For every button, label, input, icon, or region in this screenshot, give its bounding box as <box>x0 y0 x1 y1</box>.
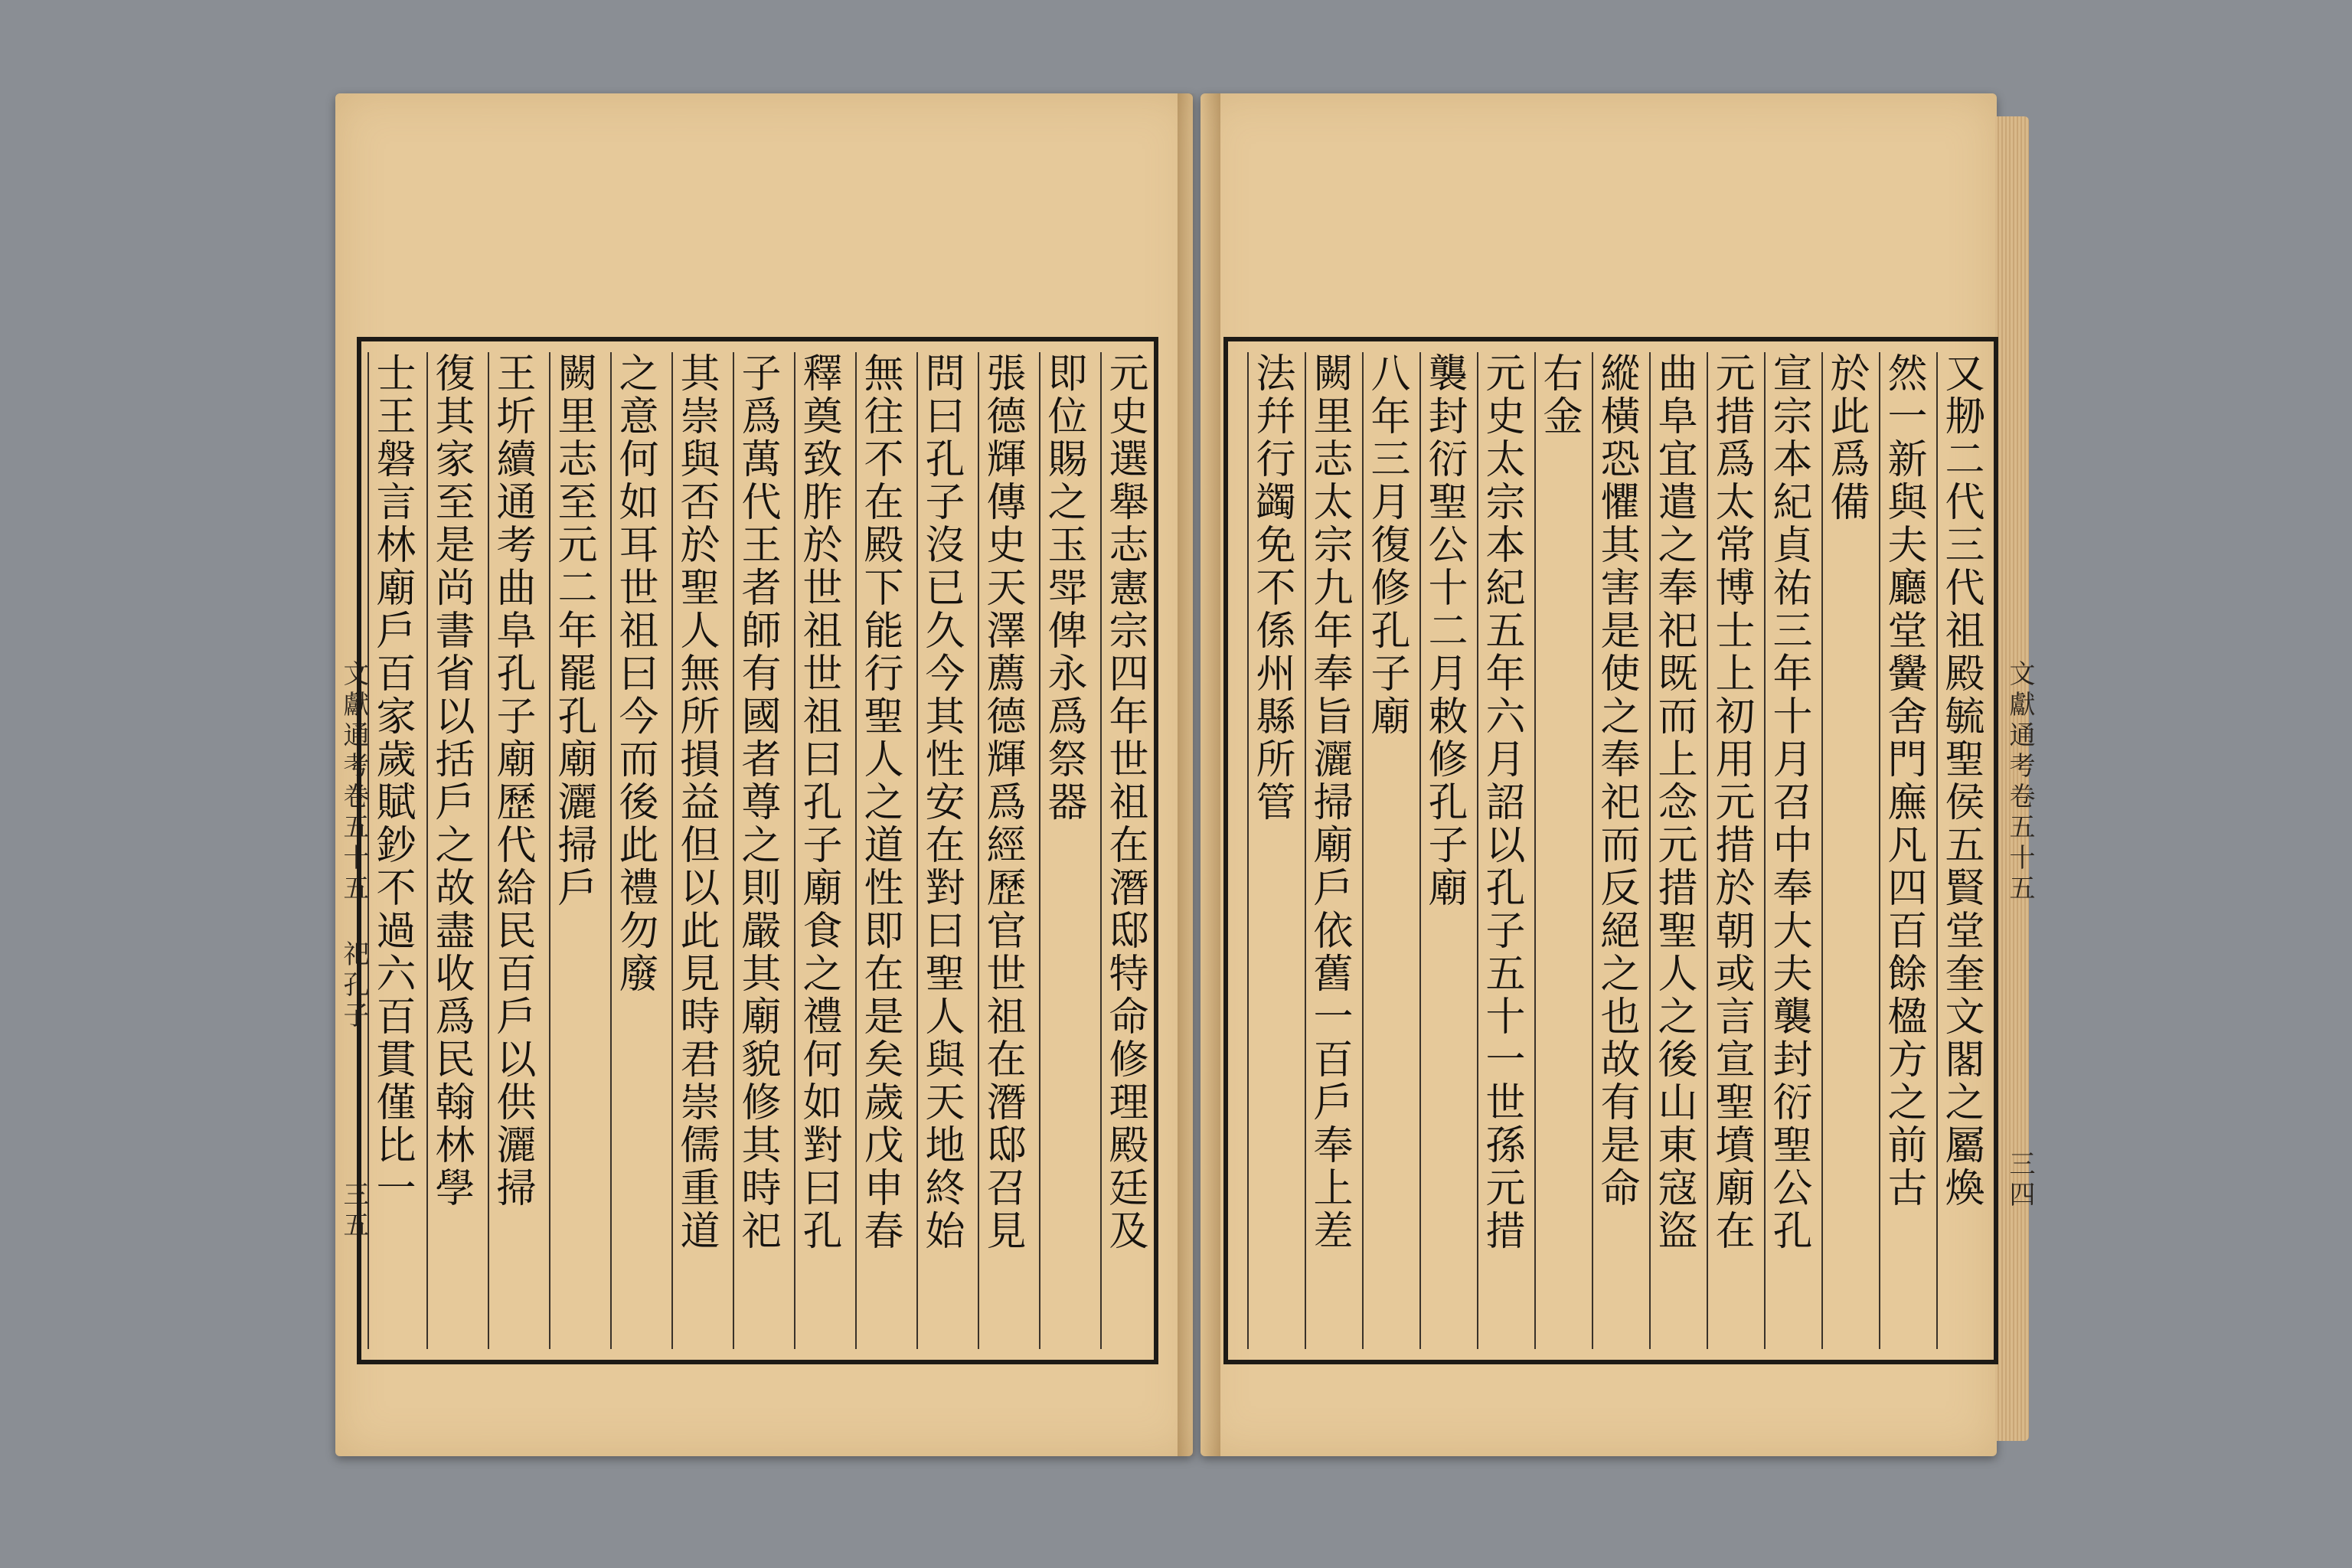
text-column: 士王磐言林廟戶百家歲賦鈔不過六百貫僅比一 <box>368 352 415 1349</box>
text-column: 子爲萬代王者師有國者尊之則嚴其廟貌修其時祀 <box>733 352 780 1349</box>
text-column: 張德輝傳史天澤薦德輝爲經歷官世祖在潛邸召見 <box>978 352 1025 1349</box>
text-column: 之意何如耳世祖曰今而後此禮勿廢 <box>610 352 658 1349</box>
text-column: 王圻續通考曲阜孔子廟歷代給民百戶以供灑掃 <box>488 352 535 1349</box>
right-page-folio: 三四 <box>2004 1150 2035 1211</box>
text-column: 又刱二代三代祖殿毓聖侯五賢堂奎文閣之屬煥 <box>1936 352 1984 1349</box>
text-column: 縱橫恐懼其害是使之奉祀而反絕之也故有是命 <box>1592 352 1639 1349</box>
text-column: 法幷行蠲免不係州縣所管 <box>1247 352 1295 1349</box>
book-gutter <box>1178 93 1220 1456</box>
text-column: 釋奠致胙於世祖世祖曰孔子廟食之禮何如對曰孔 <box>794 352 841 1349</box>
text-column: 復其家至是尚書省以括戶之故盡收爲民翰林學 <box>426 352 474 1349</box>
text-column: 即位賜之玉斝俾永爲祭器 <box>1039 352 1086 1349</box>
text-column: 八年三月復修孔子廟 <box>1362 352 1410 1349</box>
text-column: 無往不在殿下能行聖人之道性即在是矣歲戊申春 <box>855 352 903 1349</box>
text-column: 元史選舉志憲宗四年世祖在潛邸特命修理殿廷及 <box>1100 352 1148 1349</box>
text-column: 襲封衍聖公十二月敕修孔子廟 <box>1419 352 1467 1349</box>
right-page-text-block <box>1223 337 1998 1364</box>
text-column: 右金 <box>1534 352 1582 1349</box>
text-column: 闕里志至元二年罷孔廟灑掃戶 <box>549 352 596 1349</box>
text-column: 然一新與夫廳堂黌舍門廡凡四百餘楹方之前古 <box>1879 352 1926 1349</box>
text-column: 曲阜宜遣之奉祀既而上念元措聖人之後山東寇盜 <box>1649 352 1697 1349</box>
open-book <box>320 93 2035 1472</box>
left-page-folio: 三五 <box>338 1181 369 1242</box>
text-column: 於此爲備 <box>1821 352 1869 1349</box>
text-column: 其崇與否於聖人無所損益但以此見時君崇儒重道 <box>671 352 719 1349</box>
text-column: 闕里志太宗九年奉旨灑掃廟戶依舊一百戶奉上差 <box>1305 352 1352 1349</box>
right-page-side-title: 文獻通考卷五十五 <box>2004 660 2035 905</box>
text-column: 宣宗本紀貞祐三年十月召中奉大夫襲封衍聖公孔 <box>1764 352 1811 1349</box>
left-page-text-block <box>357 337 1158 1364</box>
text-column: 元史太宗本紀五年六月詔以孔子五十一世孫元措 <box>1477 352 1524 1349</box>
left-page-side-title: 文獻通考卷五十五 祀孔子 <box>338 660 369 1032</box>
text-column: 問曰孔子沒已久今其性安在對曰聖人與天地終始 <box>916 352 964 1349</box>
text-column: 元措爲太常博士上初用元措於朝或言宣聖墳廟在 <box>1707 352 1754 1349</box>
